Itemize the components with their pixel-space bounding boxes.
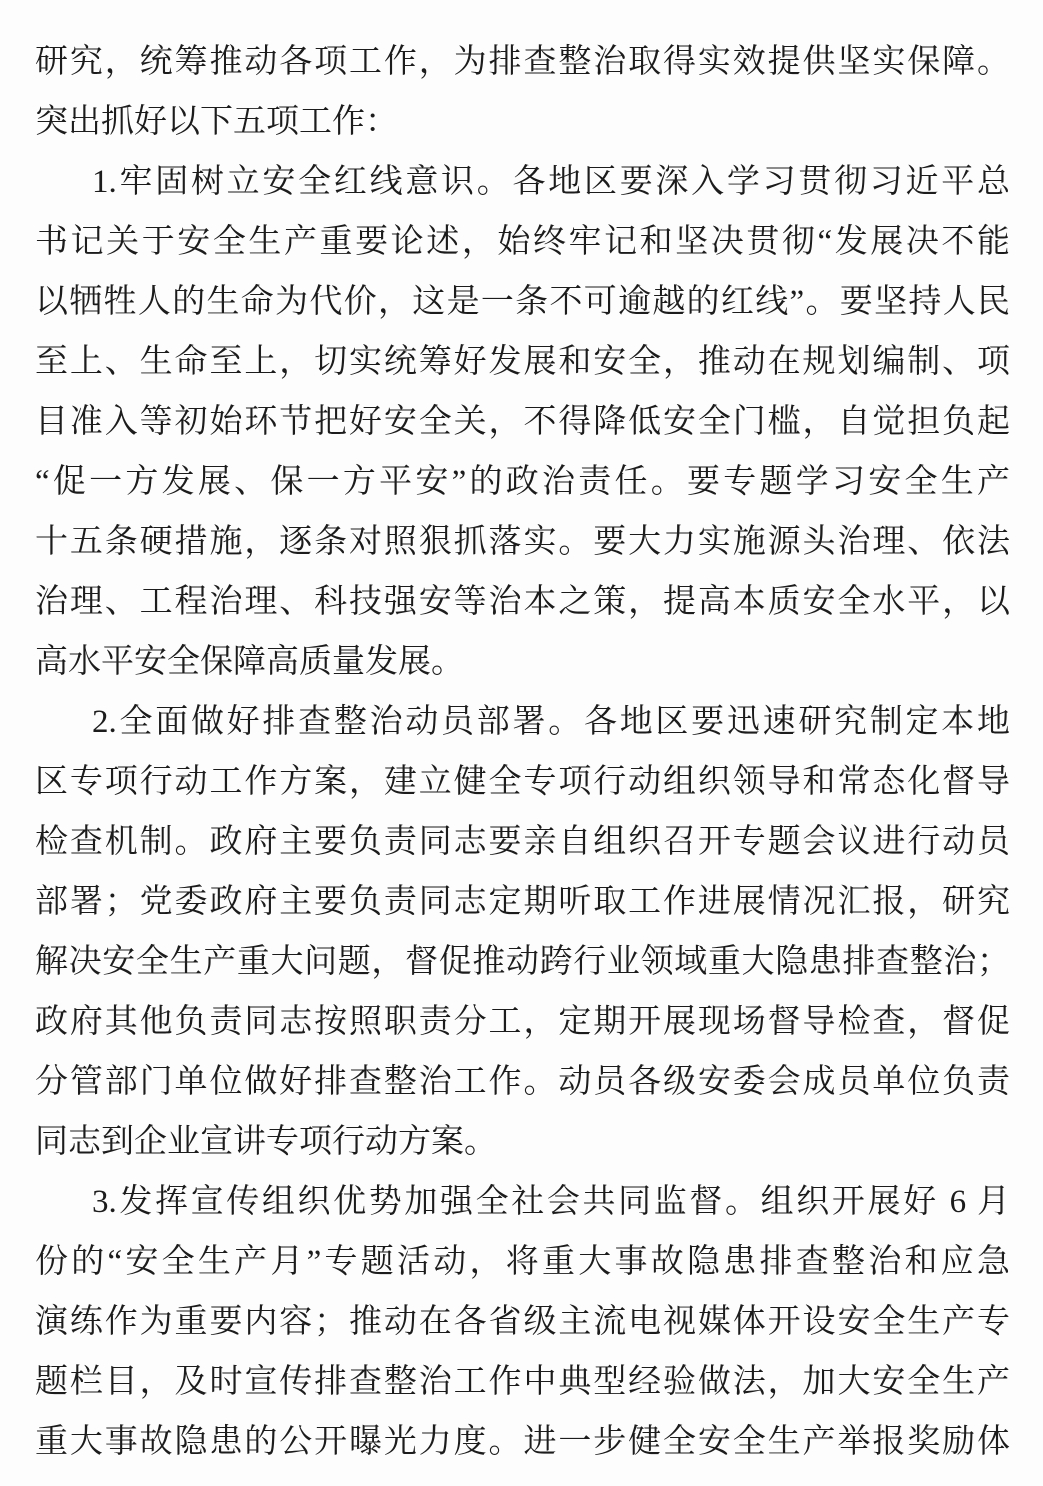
text-line: 演练作为重要内容；推动在各省级主流电视媒体开设安全生产专 [35,1304,1010,1340]
text-line: 高水平安全保障高质量发展。 [35,644,464,680]
text-line: 至上、生命至上，切实统筹好发展和安全，推动在规划编制、项 [35,344,1010,380]
text-line: 书记关于安全生产重要论述，始终牢记和坚决贯彻“发展决不能 [35,224,1010,260]
text-line: 治理、工程治理、科技强安等治本之策，提高本质安全水平，以 [35,584,1010,620]
text-line: 解决安全生产重大问题，督促推动跨行业领域重大隐患排查整治； [35,944,1010,980]
text-line: 突出抓好以下五项工作： [35,104,398,140]
text-line: 检查机制。政府主要负责同志要亲自组织召开专题会议进行动员 [35,824,1010,860]
text-line-paragraph-3-start: 3.发挥宣传组织优势加强全社会共同监督。组织开展好 6 月 [92,1184,1010,1220]
text-line: 以牺牲人的生命为代价，这是一条不可逾越的红线”。要坚持人民 [35,284,1010,320]
text-line-paragraph-1-start: 1.牢固树立安全红线意识。各地区要深入学习贯彻习近平总 [92,164,1010,200]
text-line: 部署；党委政府主要负责同志定期听取工作进展情况汇报，研究 [35,884,1010,920]
text-line: “促一方发展、保一方平安”的政治责任。要专题学习安全生产 [35,464,1010,500]
text-line: 政府其他负责同志按照职责分工，定期开展现场督导检查，督促 [35,1004,1010,1040]
text-line: 重大事故隐患的公开曝光力度。进一步健全安全生产举报奖励体 [35,1424,1010,1460]
text-line: 分管部门单位做好排查整治工作。动员各级安委会成员单位负责 [35,1064,1010,1100]
text-line: 题栏目，及时宣传排查整治工作中典型经验做法，加大安全生产 [35,1364,1010,1400]
text-line: 区专项行动工作方案，建立健全专项行动组织领导和常态化督导 [35,764,1010,800]
text-line: 同志到企业宣讲专项行动方案。 [35,1124,497,1160]
text-line: 研究，统筹推动各项工作，为排查整治取得实效提供坚实保障。 [35,44,1010,80]
text-line-paragraph-2-start: 2.全面做好排查整治动员部署。各地区要迅速研究制定本地 [92,704,1010,740]
text-line: 目准入等初始环节把好安全关，不得降低安全门槛，自觉担负起 [35,404,1010,440]
text-line: 份的“安全生产月”专题活动，将重大事故隐患排查整治和应急 [35,1244,1010,1280]
text-line: 十五条硬措施，逐条对照狠抓落实。要大力实施源头治理、依法 [35,524,1010,560]
